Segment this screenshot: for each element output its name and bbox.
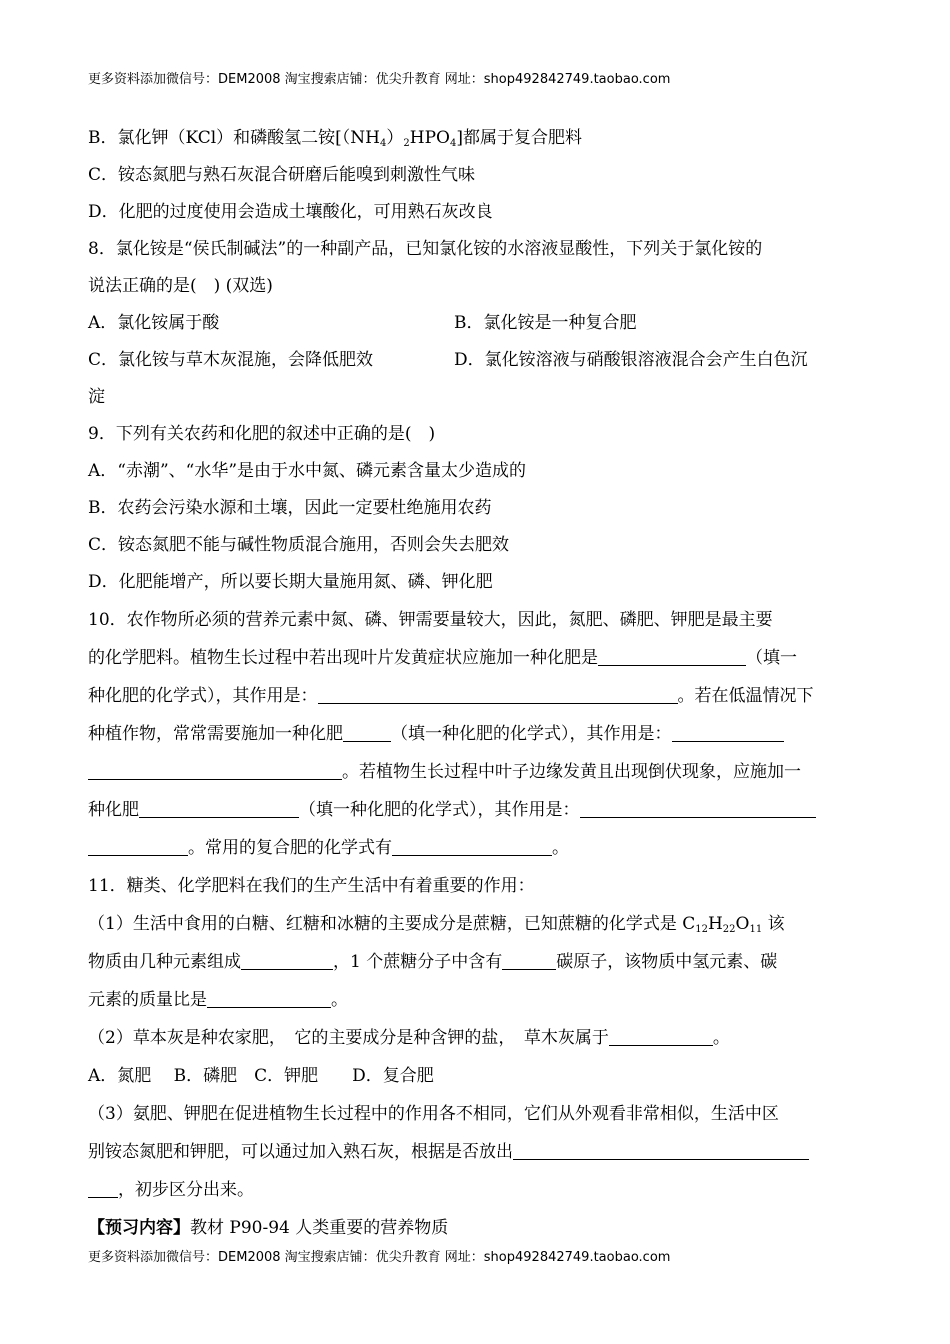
q8-option-a: A．氯化铵属于酸	[88, 313, 220, 333]
q7-option-c: C．铵态氮肥与熟石灰混合研磨后能嗅到刺激性气味	[88, 165, 476, 185]
answer-blank[interactable]	[318, 685, 678, 704]
q10-line3: 种化肥的化学式），其作用是： 。若在低温情况下	[88, 686, 814, 706]
q8-options-cd	[88, 342, 868, 379]
q8-stem-line2: 说法正确的是( ) (双选)	[88, 276, 273, 296]
preview-section	[88, 1209, 868, 1247]
q7-option-b: B．氯化钾（KCl）和磷酸氢二铵$[(NH_4)_2HPO_4]$都属于复合肥料	[88, 128, 582, 149]
q8-option-b: B．氯化铵是一种复合肥	[454, 313, 637, 333]
q8-stem-line1: 8．氯化铵是“侯氏制碱法”的一种副产品，已知氯化铵的水溶液显酸性，下列关于氯化铵的	[88, 239, 763, 259]
answer-blank[interactable]	[343, 723, 391, 742]
q11-part3-line1: （3）氨肥、钾肥在促进植物生长过程中的作用各不相同，它们从外观看非常相似，生活中区	[88, 1104, 779, 1124]
answer-blank[interactable]	[88, 837, 188, 856]
q10-line5: 。若植物生长过程中叶子边缘发黄且出现倒伏现象，应施加一	[88, 753, 868, 791]
q9-option-d: D．化肥能增产，所以要长期大量施用氮、磷、钾化肥	[88, 572, 493, 592]
q11-part3-line3: ，初步区分出来。	[88, 1171, 868, 1209]
answer-blank[interactable]	[207, 989, 331, 1008]
answer-blank[interactable]	[502, 951, 556, 970]
q11-part1-line1: （1）生活中食用的白糖、红糖和冰糖的主要成分是蔗糖，已知蔗糖的化学式是 $C_{12}H_{22}O_{11}$ 该	[88, 914, 785, 935]
preview-text: 教材 P90-94 人类重要的营养物质	[190, 1218, 449, 1238]
answer-blank[interactable]	[598, 647, 746, 666]
answer-blank[interactable]	[139, 799, 299, 818]
q10-line6: 种化肥 （填一种化肥的化学式），其作用是：	[88, 791, 868, 829]
page-header: 更多资料添加微信号：DEM2008 淘宝搜索店铺：优尖升教育 网址：shop492842749.taobao.com	[88, 72, 671, 87]
q11-part2-options: A．氮肥 B．磷肥 C．钾肥 D．复合肥	[88, 1066, 434, 1086]
answer-blank[interactable]	[392, 837, 552, 856]
q11-part3-line2: 别铵态氮肥和钾肥，可以通过加入熟石灰，根据是否放出	[88, 1133, 868, 1171]
preview-label: 【预习内容】	[88, 1218, 190, 1238]
answer-blank[interactable]	[88, 1179, 118, 1198]
q11-part2: （2）草本灰是种农家肥， 它的主要成分是种含钾的盐， 草木灰属于 。	[88, 1028, 730, 1048]
q8-option-d: D．氯化铵溶液与硝酸银溶液混合会产生白色沉	[454, 350, 808, 370]
answer-blank[interactable]	[88, 761, 342, 780]
q10-line4: 种植作物，常常需要施加一种化肥 （填一种化肥的化学式），其作用是：	[88, 715, 868, 753]
q10-line7: 。常用的复合肥的化学式有 。	[88, 829, 868, 867]
q11-stem: 11．糖类、化学肥料在我们的生产生活中有着重要的作用：	[88, 876, 535, 896]
q8-option-d-cont: 淀	[88, 387, 105, 407]
q11-part1-line2: 物质由几种元素组成 ，1 个蔗糖分子中含有 碳原子，该物质中氢元素、碳	[88, 952, 778, 972]
answer-blank[interactable]	[513, 1141, 809, 1160]
answer-blank[interactable]	[609, 1027, 713, 1046]
answer-blank[interactable]	[241, 951, 333, 970]
q8-option-c: C．氯化铵与草木灰混施，会降低肥效	[88, 350, 374, 370]
answer-blank[interactable]	[580, 799, 816, 818]
q7-option-d: D．化肥的过度使用会造成土壤酸化，可用熟石灰改良	[88, 202, 493, 222]
q10-line2: 的化学肥料。植物生长过程中若出现叶片发黄症状应施加一种化肥是 （填一	[88, 648, 797, 668]
q9-stem: 9．下列有关农药和化肥的叙述中正确的是( )	[88, 424, 436, 444]
q10-line1: 10．农作物所必须的营养元素中氮、磷、钾需要量较大，因此，氮肥、磷肥、钾肥是最主要	[88, 610, 773, 630]
q8-options-ab	[88, 305, 868, 342]
q9-option-b: B．农药会污染水源和土壤，因此一定要杜绝施用农药	[88, 498, 492, 518]
document-body	[88, 120, 868, 1247]
q9-option-c: C．铵态氮肥不能与碱性物质混合施用，否则会失去肥效	[88, 535, 510, 555]
page-footer: 更多资料添加微信号：DEM2008 淘宝搜索店铺：优尖升教育 网址：shop492842749.taobao.com	[88, 1250, 671, 1265]
q11-part1-line3: 元素的质量比是 。	[88, 990, 348, 1010]
q9-option-a: A．“赤潮”、“水华”是由于水中氮、磷元素含量太少造成的	[88, 461, 527, 481]
answer-blank[interactable]	[672, 723, 784, 742]
